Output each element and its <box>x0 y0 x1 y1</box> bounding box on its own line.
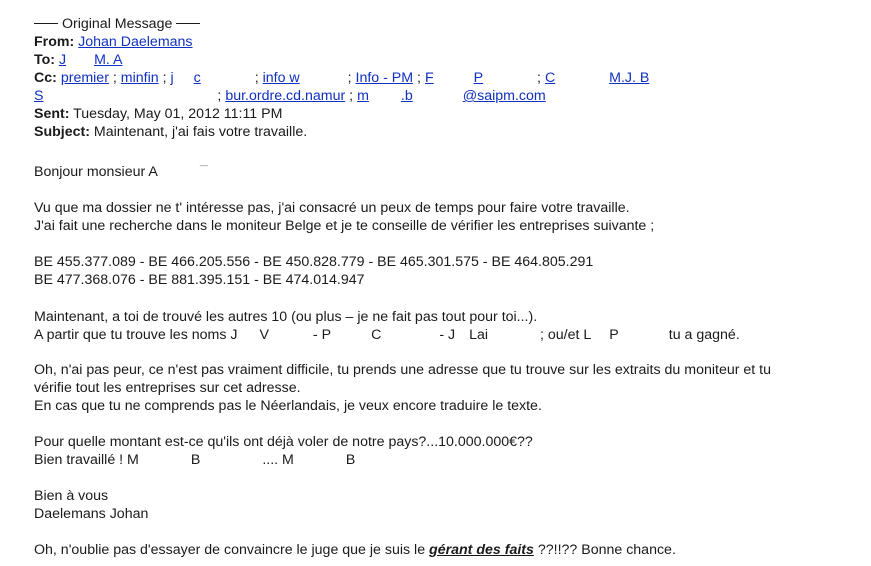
cc-sep: ; <box>254 70 259 86</box>
para3-line3: En cas que tu ne comprends pas le Néerlandais, je veux encore traduire le texte. <box>34 398 542 414</box>
cc-link-premier[interactable]: premier <box>60 70 109 86</box>
cc-link-mjb[interactable]: M.J. B <box>609 70 650 86</box>
subject-value: Maintenant, j'ai fais votre travaille. <box>93 124 308 140</box>
cc-sep: ; <box>417 70 421 86</box>
to-line <box>34 52 122 69</box>
cc-sep: ; <box>112 70 117 86</box>
cc-line <box>34 70 649 87</box>
to-link[interactable]: J M. A <box>58 52 123 68</box>
cc-label: Cc: <box>34 70 57 86</box>
para4-line2: Bien travaillé ! M B .... M B <box>34 452 356 468</box>
sent-label: Sent: <box>34 106 70 122</box>
para2-line2: A partir que tu trouve les noms J V - P C - J Lai ; ou/et L P tu a gagné. <box>34 327 740 343</box>
cc-sep: ; <box>217 88 222 104</box>
subject-line <box>34 124 307 141</box>
dash-left <box>34 23 58 24</box>
cc-sep: ; <box>349 88 354 104</box>
from-label: From: <box>34 34 75 50</box>
para1-line2: J'ai fait une recherche dans le moniteur Belge et je te conseille de vérifier les entreprises suivante ; <box>34 218 655 234</box>
greeting-mark: ¯ <box>199 164 208 180</box>
cc-link-saipm[interactable]: m .b @saipm.com <box>357 88 546 104</box>
to-label: To: <box>34 52 56 68</box>
be-numbers-line1: BE 455.377.089 - BE 466.205.556 - BE 450.828.779 - BE 465.301.575 - BE 464.805.291 <box>34 254 594 270</box>
cc-link-c[interactable]: C <box>544 70 556 86</box>
cc-sep: ; <box>162 70 167 86</box>
para1-line1: Vu que ma dossier ne t' intéresse pas, j'ai consacré un peux de temps pour faire votre travaille. <box>34 200 630 216</box>
cc-sep: ; <box>347 70 352 86</box>
cc-line-2 <box>34 88 546 105</box>
cc-link-f-p[interactable]: F P <box>424 70 484 86</box>
postscript: Oh, n'oublie pas d'essayer de convaincre le juge que je suis le gérant des faits ??!!?? Bonne chance. <box>34 542 676 558</box>
emphasis-text: gérant des faits <box>429 542 534 558</box>
dash-right <box>176 23 200 24</box>
closing-line2: Daelemans Johan <box>34 506 149 522</box>
closing-line1: Bien à vous <box>34 488 109 504</box>
from-link[interactable]: Johan Daelemans <box>78 34 193 50</box>
greeting: Bonjour monsieur A ¯ <box>34 164 208 180</box>
para3-line1: Oh, n'ai pas peur, ce n'est pas vraiment difficile, tu prends une adresse que tu trouve sur les extraits du moniteur et tu <box>34 362 772 378</box>
cc-link-j[interactable]: j c <box>170 70 201 86</box>
original-message-label: Original Message <box>61 16 173 32</box>
sent-value: Tuesday, May 01, 2012 11:11 PM <box>73 106 283 122</box>
para2-line1: Maintenant, a toi de trouvé les autres 10 (ou plus – je ne fait pas tout pour toi...). <box>34 309 538 325</box>
subject-label: Subject: <box>34 124 90 140</box>
cc-link-s[interactable]: S <box>34 88 44 104</box>
from-line <box>34 34 193 51</box>
cc-link-minfin[interactable]: minfin <box>120 70 159 86</box>
original-message-line <box>34 16 200 33</box>
cc-link-info-pm[interactable]: Info - PM <box>355 70 414 86</box>
para4-line1: Pour quelle montant est-ce qu'ils ont déjà voler de notre pays?...10.000.000€?? <box>34 434 533 450</box>
be-numbers-line2: BE 477.368.076 - BE 881.395.151 - BE 474.014.947 <box>34 272 365 288</box>
sent-line <box>34 106 282 123</box>
cc-link-bur-ordre[interactable]: bur.ordre.cd.namur <box>225 88 346 104</box>
cc-sep: ; <box>537 70 541 86</box>
cc-link-info-w[interactable]: info w <box>262 70 300 86</box>
para3-line2: vérifie tout les entreprises sur cet adresse. <box>34 380 301 396</box>
